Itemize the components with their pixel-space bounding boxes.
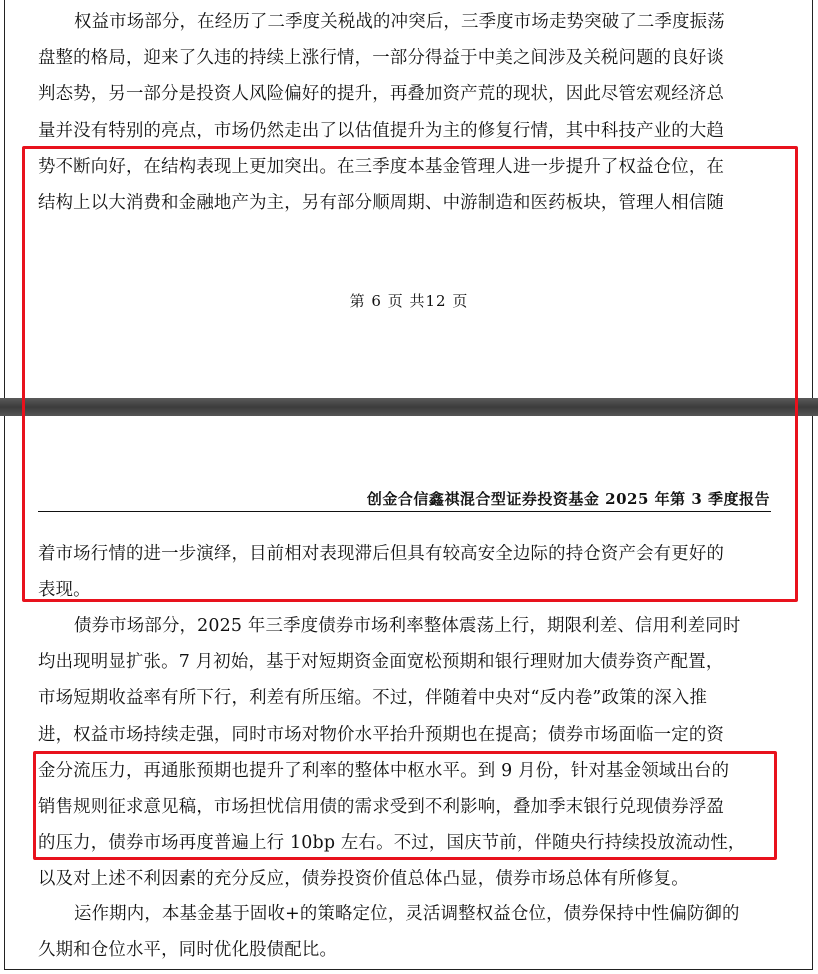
page-number-footer: 第 6 页 共12 页 <box>349 292 469 310</box>
text-line: 久期和仓位水平，同时优化股债配比。 <box>38 940 338 961</box>
text-line: 结构上以大消费和金融地产为主，另有部分顺周期、中游制造和医药板块，管理人相信随 <box>38 193 725 214</box>
text-line: 运作期内，本基金基于固收+的策略定位，灵活调整权益仓位，债券保持中性偏防御的 <box>74 904 740 924</box>
text-line: 以及对上述不利因素的充分反应，债券投资价值总体凸显，债券市场总体有所修复。 <box>38 869 689 890</box>
equity-market-paragraph-continued <box>38 536 778 608</box>
equity-market-paragraph <box>38 4 778 221</box>
operation-paragraph <box>38 896 778 968</box>
text-line: 着市场行情的进一步演绎，目前相对表现滞后但具有较高安全边际的持仓资产会有更好的 <box>38 544 725 564</box>
text-line: 势不断向好，在结构表现上更加突出。在三季度本基金管理人进一步提升了权益仓位，在 <box>38 156 725 177</box>
bond-market-paragraph <box>38 608 778 898</box>
text-line: 进，权益市场持续走强，同时市场对物价水平抬升预期也在提高；债券市场面临一定的资 <box>38 724 725 745</box>
text-line: 的压力，债券市场再度普遍上行 10bp 左右。不过，国庆节前，伴随央行持续投放流动性， <box>38 833 746 854</box>
text-line: 均出现明显扩张。7 月初始，基于对短期资金面宽松预期和银行理财加大债券资产配置， <box>38 652 724 673</box>
text-line: 盘整的格局，迎来了久违的持续上涨行情，一部分得益于中美之间涉及关税问题的良好谈 <box>38 48 725 69</box>
text-line: 表现。 <box>38 580 91 601</box>
text-line: 判态势，另一部分是投资人风险偏好的提升，再叠加资产荒的现状，因此尽管宏观经济总 <box>38 84 725 105</box>
page-break-separator <box>0 398 818 416</box>
text-line: 权益市场部分，在经历了二季度关税战的冲突后，三季度市场走势突破了二季度振荡 <box>74 12 725 32</box>
text-line: 销售规则征求意见稿，市场担忧信用债的需求受到不利影响，叠加季末银行兑现债券浮盈 <box>38 797 725 818</box>
text-line: 市场短期收益率有所下行，利差有所压缩。不过，伴随着中央对“反内卷”政策的深入推 <box>38 688 708 709</box>
text-line: 金分流压力，再通胀预期也提升了利率的整体中枢水平。到 9 月份，针对基金领域出台的 <box>38 760 730 781</box>
header-rule <box>38 511 771 512</box>
report-running-header: 创金合信鑫祺混合型证券投资基金 2025 年第 3 季度报告 <box>366 490 770 508</box>
text-line: 量并没有特别的亮点，市场仍然走出了以估值提升为主的修复行情，其中科技产业的大趋 <box>38 120 725 141</box>
text-line: 债券市场部分，2025 年三季度债券市场利率整体震荡上行，期限利差、信用利差同时 <box>74 616 741 636</box>
